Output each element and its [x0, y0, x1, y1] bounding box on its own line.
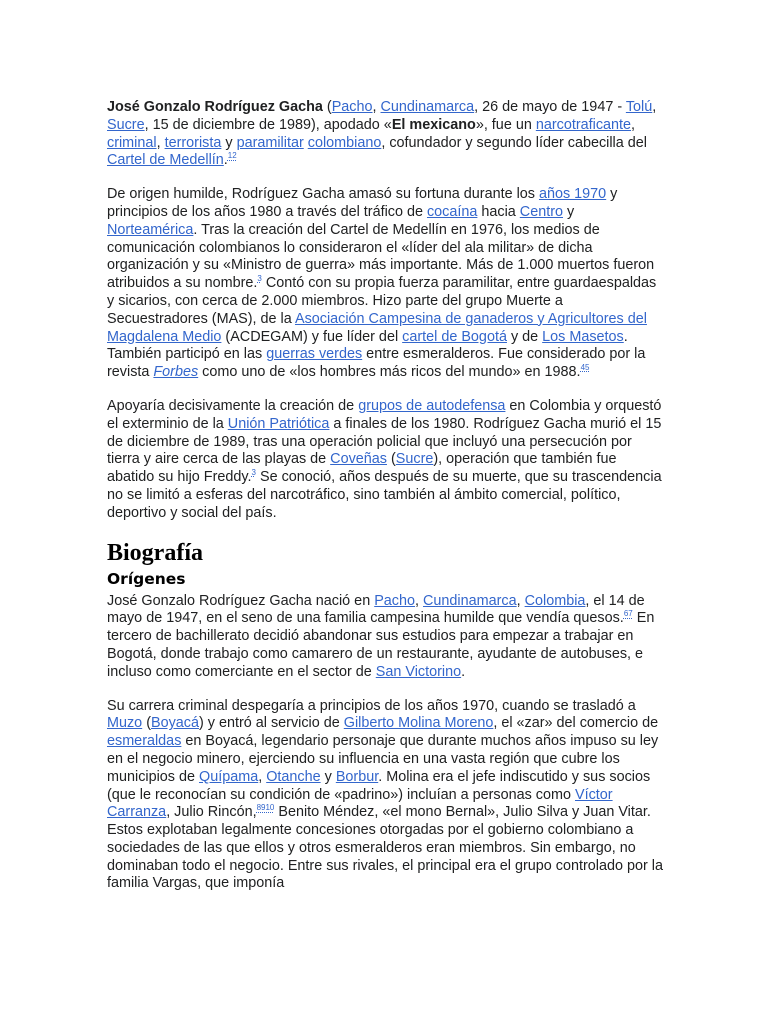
link-union-patriotica[interactable]: Unión Patriótica	[227, 415, 330, 432]
text: , el «zar» del comercio de	[493, 715, 659, 732]
link-cartel-medellin[interactable]: Cartel de Medellín	[107, 152, 224, 169]
text: ,	[156, 134, 165, 151]
link-borbur[interactable]: Borbur	[335, 768, 379, 785]
section-heading-biografia: Biografía	[107, 539, 203, 566]
link-sucre[interactable]: Sucre	[395, 451, 434, 468]
link-cocaina[interactable]: cocaína	[426, 203, 478, 220]
reference-link[interactable]: 3	[257, 274, 262, 284]
text: , 26 de mayo de 1947 -	[474, 99, 626, 115]
reference-link[interactable]: 3	[251, 468, 256, 478]
text: . Molina era el jefe indiscutido y sus socios (que le reconocían su condición de «padrino») incluían a personas como	[107, 768, 651, 803]
text: ,	[652, 99, 657, 115]
text: y	[563, 203, 575, 220]
link-centro[interactable]: Centro	[519, 203, 563, 220]
link-norteamerica[interactable]: Norteamérica	[107, 221, 194, 238]
text: , Julio Rincón,	[166, 804, 257, 821]
legacy-paragraph	[107, 398, 663, 523]
text: Su carrera criminal despegaría a principios de los años 1970, cuando se trasladó a	[107, 697, 636, 714]
text: ,	[631, 116, 636, 133]
article-body	[107, 99, 663, 909]
career-paragraph	[107, 698, 663, 894]
text: Se conoció, años después de su muerte, que su trascendencia no se limitó a esferas del narcotráfico, sino también al ámbito comercial, político, deportivo y social del país.	[107, 469, 662, 521]
link-colombia[interactable]: Colombia	[524, 592, 586, 609]
link-pacho[interactable]: Pacho	[331, 99, 373, 115]
text: .	[223, 152, 228, 169]
text: , cofundador y segundo líder cabecilla del	[381, 134, 647, 151]
text: en Colombia y orquestó el exterminio de la	[107, 397, 662, 432]
text: Benito Méndez, «el mono Bernal», Julio Silva y Juan Vitar. Estos explotaban legalmente concesiones otorgadas por el gobierno colombiano a sociedades de las que ellos y otros esmeralderos eran miembros. Sin embargo, no dominaban todo el negocio. Entre sus rivales, el principal era el grupo controlado por la familia Vargas, que imponía	[107, 804, 663, 892]
text: De origen humilde, Rodríguez Gacha amasó su fortuna durante los	[107, 186, 539, 203]
text: ,	[258, 768, 267, 785]
intro-paragraph	[107, 99, 663, 170]
link-boyaca[interactable]: Boyacá	[151, 715, 199, 732]
reference	[257, 804, 275, 813]
text: (ACDEGAM) y fue líder del	[221, 328, 403, 345]
link-sucre[interactable]: Sucre	[107, 116, 145, 133]
link-colombiano[interactable]: colombiano	[307, 134, 382, 151]
link-criminal[interactable]: criminal	[107, 134, 157, 151]
link-otanche[interactable]: Otanche	[266, 768, 321, 785]
link-narcotraficante[interactable]: narcotraficante	[535, 116, 632, 133]
link-grupos-autodefensa[interactable]: grupos de autodefensa	[358, 397, 506, 414]
text: en Boyacá, legendario personaje que durante muchos años impuso su ley en el negocio minero, ejerciendo su influencia en una vasta región que cubre los municipios de	[107, 733, 659, 785]
text: ,	[372, 99, 381, 115]
reference	[624, 610, 633, 619]
text: (	[142, 715, 151, 732]
origin-paragraph	[107, 186, 663, 382]
text: y principios de los años 1980 a través del tráfico de	[107, 186, 618, 220]
reference-link[interactable]: 12	[227, 151, 237, 161]
link-guerras-verdes[interactable]: guerras verdes	[266, 346, 363, 363]
text: a finales de los 1980. Rodríguez Gacha murió el 15 de diciembre de 1989, tras una operación policial que incluyó una persecución por tierra y aire cerca de las playas de	[107, 415, 662, 468]
text: hacia	[477, 203, 520, 220]
text: y	[320, 768, 336, 785]
text: , el 14 de mayo de 1947, en el seno de una familia campesina humilde que vendía quesos.	[107, 592, 645, 627]
link-san-victorino[interactable]: San Victorino	[375, 663, 462, 680]
text: (	[386, 451, 396, 468]
link-quipama[interactable]: Quípama	[199, 768, 259, 785]
link-victor-carranza[interactable]: Víctor Carranza	[107, 786, 613, 821]
birth-paragraph	[107, 593, 663, 682]
link-los-masetos[interactable]: Los Masetos	[542, 328, 624, 345]
link-acdegam[interactable]: Asociación Campesina de ganaderos y Agricultores del Magdalena Medio	[107, 310, 647, 345]
text: ) y entró al servicio de	[199, 715, 344, 732]
text: Apoyaría decisivamente la creación de	[107, 397, 359, 414]
link-tolu[interactable]: Tolú	[625, 99, 653, 115]
text: José Gonzalo Rodríguez Gacha nació en	[107, 592, 375, 609]
nickname: El mexicano	[391, 116, 476, 133]
text: . Tras la creación del Cartel de Medellín en 1976, los medios de comunicación colombianos lo consideraron el «líder del ala militar» de dicha organización y su «Ministro de guerra» más importante. Más de 1.000 muertos fueron atribuidos a su nombre.	[107, 221, 655, 292]
subject-name: José Gonzalo Rodríguez Gacha	[107, 99, 323, 115]
text: ), operación que también fue abatido su hijo Freddy.	[107, 451, 617, 486]
link-covenas[interactable]: Coveñas	[330, 451, 387, 468]
text: .	[461, 663, 466, 680]
link-pacho[interactable]: Pacho	[374, 592, 416, 609]
reference-link[interactable]: 67	[623, 609, 633, 619]
text: », fue un	[475, 116, 536, 133]
subsection-heading-origenes: Orígenes	[107, 569, 186, 588]
reference-link[interactable]: 45	[580, 363, 590, 373]
link-cundinamarca[interactable]: Cundinamarca	[423, 592, 517, 609]
link-cundinamarca[interactable]: Cundinamarca	[380, 99, 475, 115]
text: ,	[415, 592, 424, 609]
text: Contó con su propia fuerza paramilitar, entre guardaespaldas y sicarios, con cerca de 2.000 miembros. Hizo parte del grupo Muerte a Secuestradores (MAS), de la	[107, 275, 657, 327]
text: y	[221, 134, 237, 151]
link-cartel-bogota[interactable]: cartel de Bogotá	[402, 328, 507, 345]
link-esmeraldas[interactable]: esmeraldas	[107, 733, 182, 750]
link-muzo[interactable]: Muzo	[107, 715, 143, 732]
link-forbes[interactable]	[153, 364, 198, 380]
text: entre esmeralderos. Fue considerado por la revista	[107, 346, 646, 381]
reference	[581, 363, 590, 372]
text: como uno de «los hombres más ricos del mundo» en 1988.	[198, 364, 581, 381]
reference	[228, 152, 237, 161]
text: En tercero de bachillerato decidió abandonar sus estudios para empezar a trabajar en Bogotá, donde trabajo como camarero de un restaurante, ayudante de autobuses, e incluso como comerciante en el sector de	[107, 610, 655, 680]
text: y de	[506, 328, 543, 345]
reference-link[interactable]: 8910	[256, 803, 275, 813]
text: , 15 de diciembre de 1989), apodado «	[144, 116, 392, 133]
link-terrorista[interactable]: terrorista	[164, 134, 222, 151]
text: (	[322, 99, 332, 115]
text: . También participó en las	[107, 328, 628, 363]
link-paramilitar[interactable]: paramilitar	[236, 134, 304, 151]
link-forbes-text: Forbes	[153, 364, 199, 381]
link-anos-1970[interactable]: años 1970	[538, 186, 607, 203]
link-gilberto-molina[interactable]: Gilberto Molina Moreno	[343, 715, 494, 732]
text: ,	[516, 592, 525, 609]
